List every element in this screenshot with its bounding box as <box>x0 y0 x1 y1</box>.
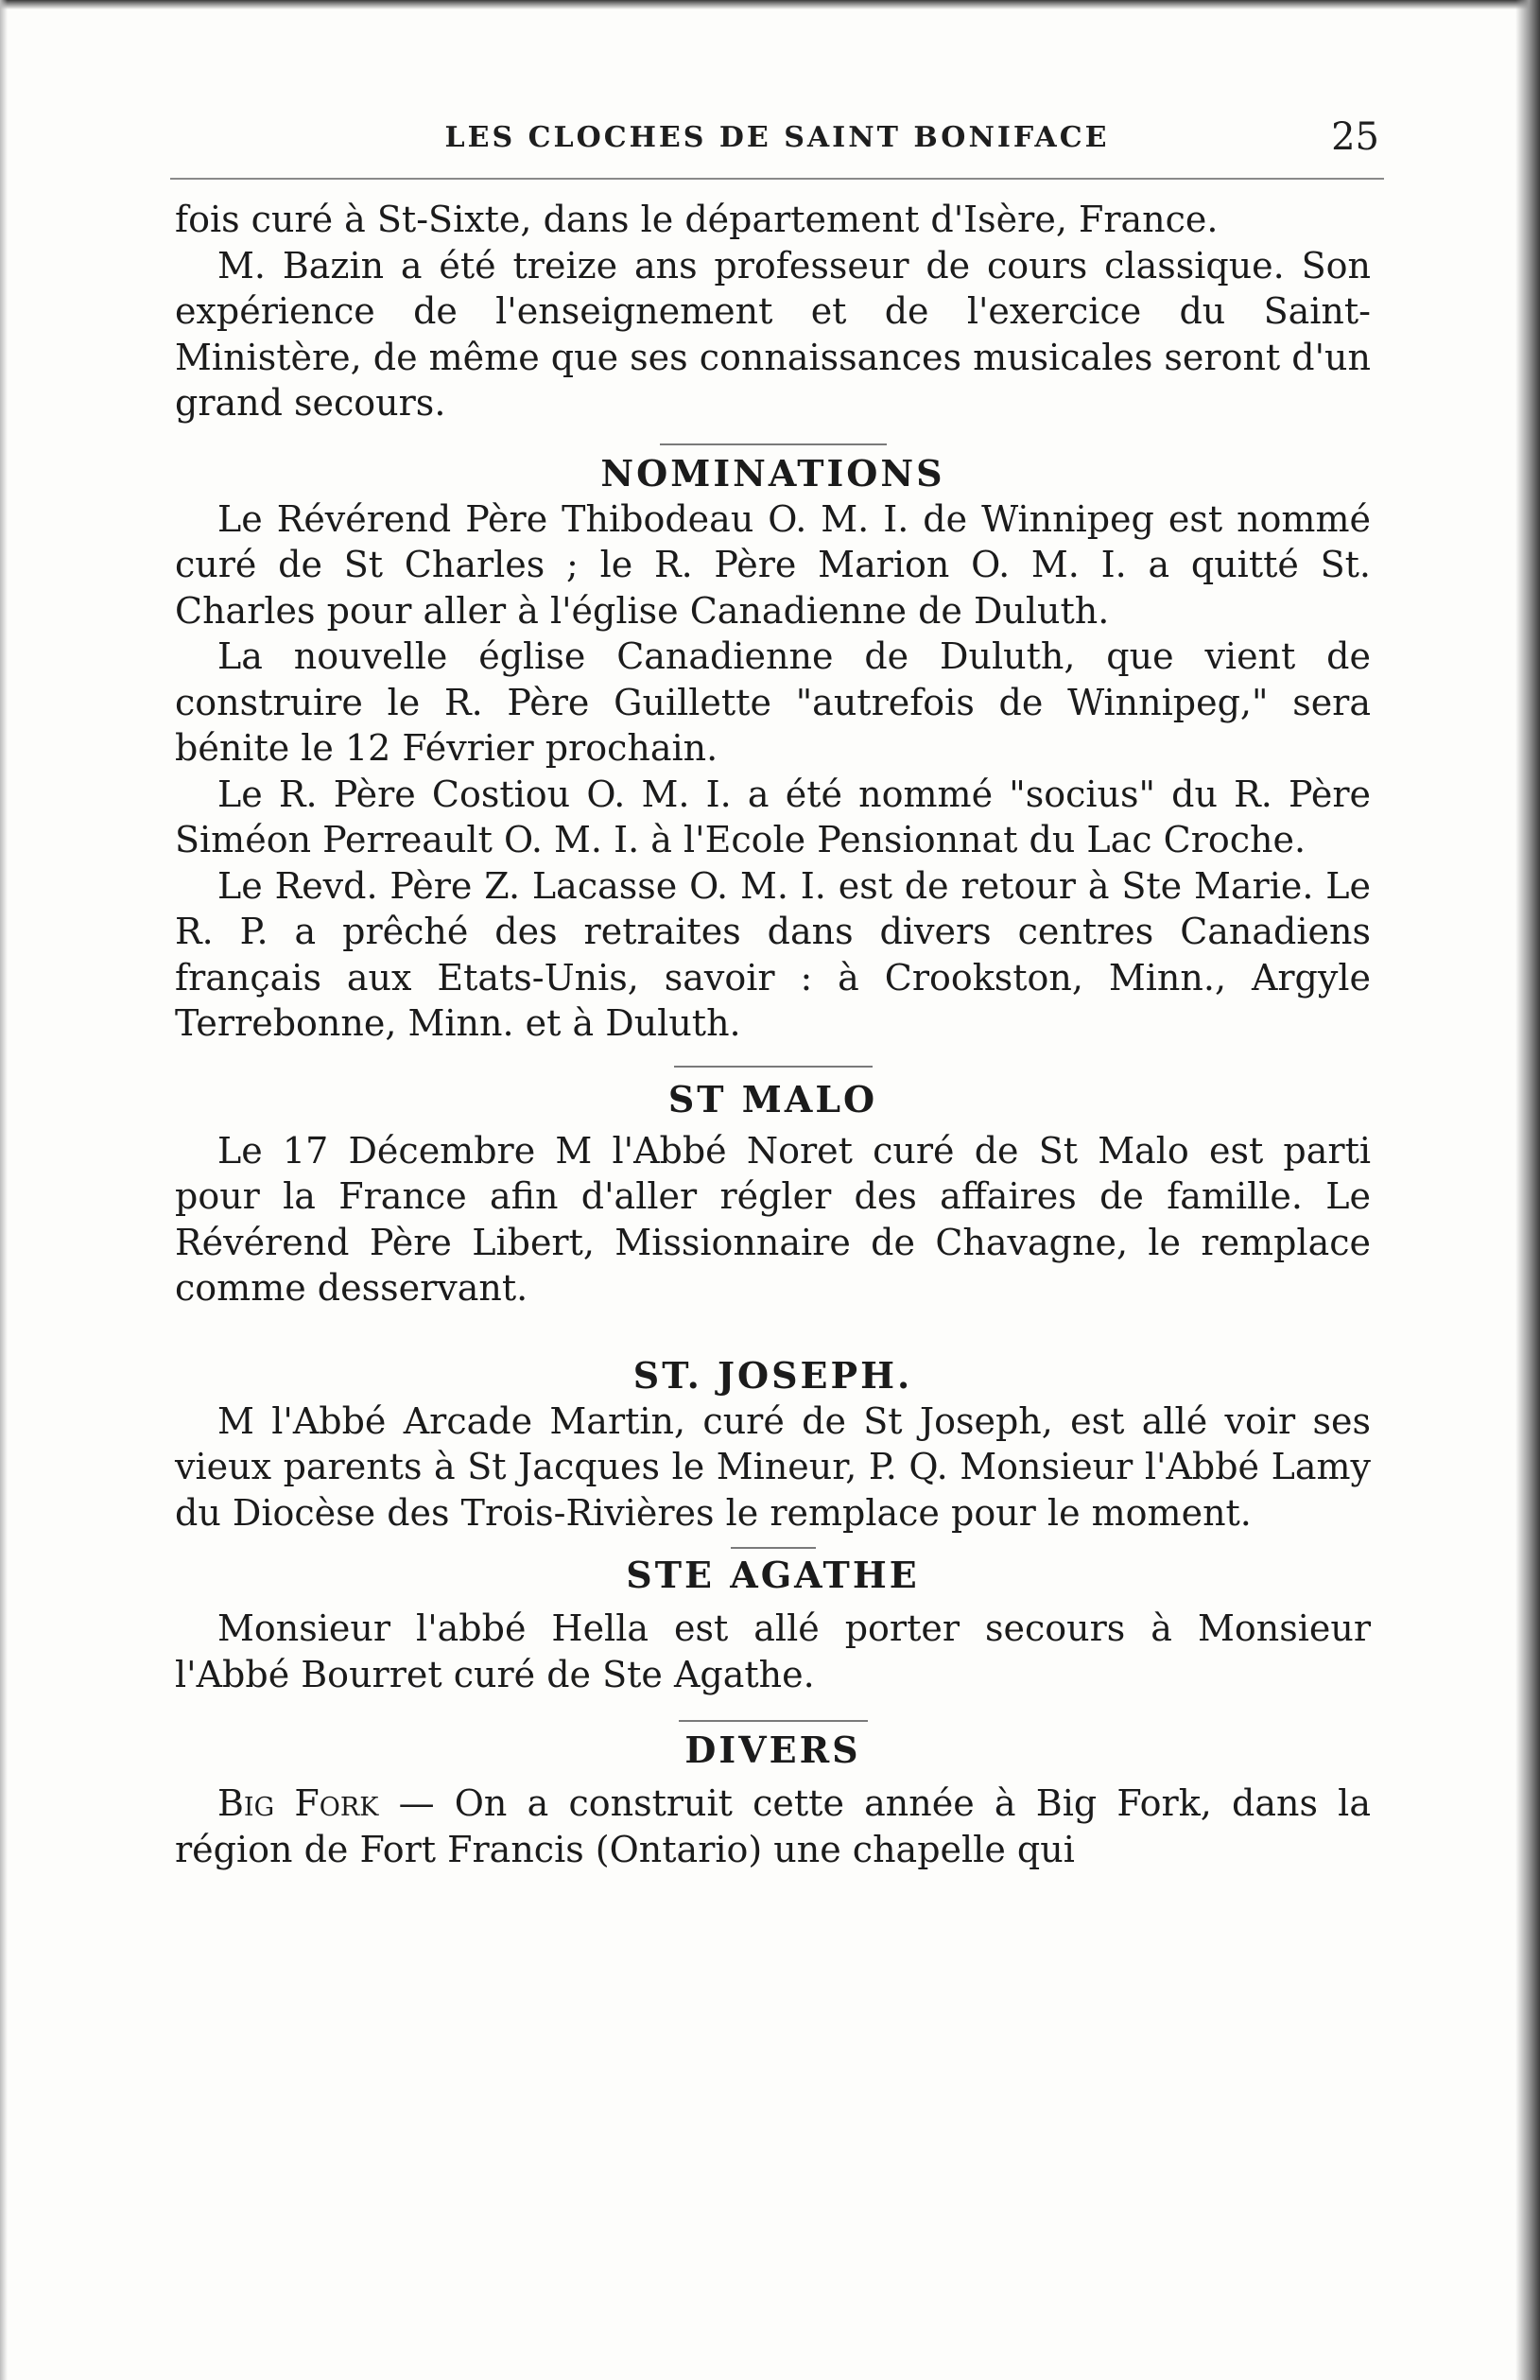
st-malo-heading: ST MALO <box>667 1077 878 1121</box>
nominations-heading: NOMINATIONS <box>600 451 945 495</box>
ste-agathe-paragraph: Monsieur l'abbé Hella est allé porter secours à Monsieur l'Abbé Bourret curé de Ste Agathe. <box>175 1607 1371 1695</box>
nominations-paragraph-2: La nouvelle église Canadienne de Duluth, que vient de construire le R. Père Guillette "autrefois de Winnipeg," sera bénite le 12 Février prochain. <box>175 635 1371 769</box>
divers-paragraph <box>175 1781 1371 1872</box>
page-edge-right <box>1515 0 1540 2380</box>
page-edge-top <box>0 0 1540 9</box>
section-divider <box>731 1547 816 1549</box>
intro-paragraph-2: M. Bazin a été treize ans professeur de cours classique. Son expérience de l'enseignement et de l'exercice du Saint-Ministère, de même que ses connaissances musicales seront d'un grand secours. <box>175 244 1372 424</box>
nominations-paragraph-3: Le R. Père Costiou O. M. I. a été nommé "socius" du R. Père Siméon Perreault O. M. I. à l'Ecole Pensionnat du Lac Croche. <box>175 773 1371 860</box>
page-edge-left <box>0 0 8 2380</box>
divers-text: — On a construit cette année à Big Fork, dans la région de Fort Francis (Ontario) une chapelle qui <box>175 1782 1371 1870</box>
running-title: LES CLOCHES DE SAINT BONIFACE <box>444 121 1110 154</box>
st-joseph-paragraph: M l'Abbé Arcade Martin, curé de St Joseph, est allé voir ses vieux parents à St Jacques le Mineur, P. Q. Monsieur l'Abbé Lamy du Diocèse des Trois-Rivières le remplace pour le moment. <box>175 1399 1371 1534</box>
divers-heading: DIVERS <box>684 1729 861 1771</box>
header-rule <box>170 178 1384 180</box>
page-body <box>175 197 1371 1872</box>
page-header <box>175 115 1379 168</box>
nominations-paragraph-4: Le Revd. Père Z. Lacasse O. M. I. est de retour à Ste Marie. Le R. P. a prêché des retraites dans divers centres Canadiens français aux Etats-Unis, savoir : à Crookston, Minn., Argyle Terrebonne, Minn. et à Duluth. <box>175 864 1371 1044</box>
ste-agathe-heading: STE AGATHE <box>626 1554 920 1596</box>
intro-paragraph-1: fois curé à St-Sixte, dans le département d'Isère, France. <box>175 199 1219 240</box>
section-divider <box>674 1066 873 1068</box>
page-number: 25 <box>1331 115 1379 159</box>
nominations-paragraph-1: Le Révérend Père Thibodeau O. M. I. de Winnipeg est nommé curé de St Charles ; le R. Père Marion O. M. I. a quitté St. Charles pour aller à l'église Canadienne de Duluth. <box>175 497 1371 632</box>
st-joseph-heading: ST. JOSEPH. <box>632 1353 913 1397</box>
divers-lead: Big Fork <box>217 1782 379 1824</box>
section-divider <box>660 443 887 445</box>
section-divider <box>679 1720 868 1722</box>
st-malo-paragraph: Le 17 Décembre M l'Abbé Noret curé de St Malo est parti pour la France afin d'aller régler des affaires de famille. Le Révérend Père Libert, Missionnaire de Chavagne, le remplace comme desservant. <box>175 1129 1371 1309</box>
